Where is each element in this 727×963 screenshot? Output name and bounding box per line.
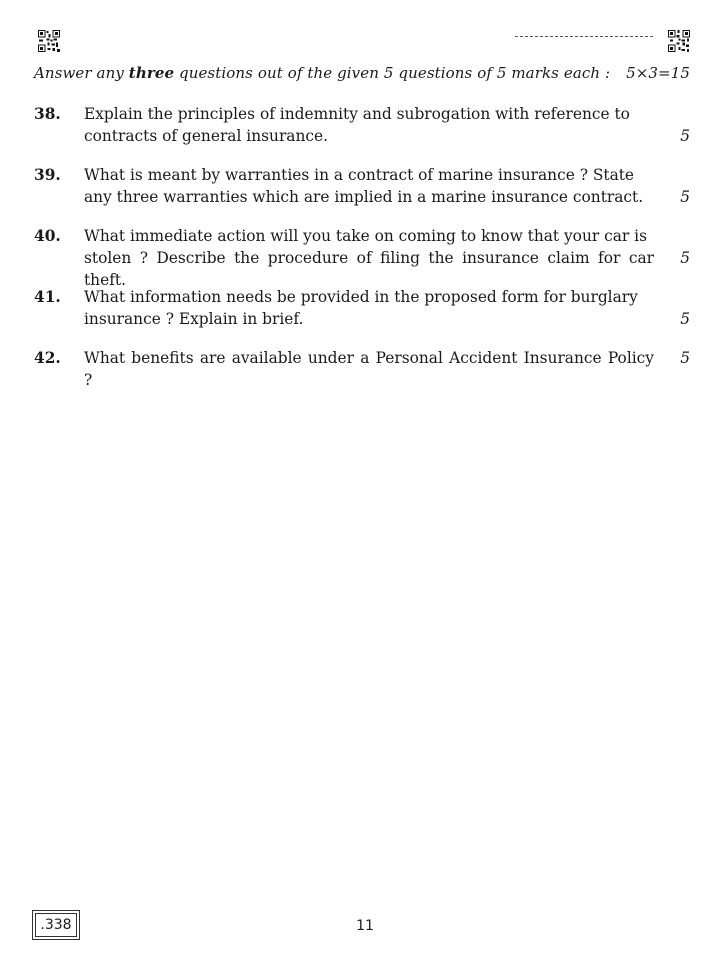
instruction-emphasis: three <box>128 64 175 82</box>
question-number: 40. <box>34 227 61 245</box>
question-text-line: Explain the principles of indemnity and subrogation with reference to <box>84 105 630 123</box>
question-number: 39. <box>34 166 61 184</box>
section-instruction <box>34 64 690 82</box>
question-text-line: insurance ? Explain in brief. <box>84 310 304 328</box>
question-marks: 5 <box>680 310 690 328</box>
question-text-line: any three warranties which are implied in a marine insurance contract. <box>84 188 644 206</box>
question-text-line: What information needs be provided in the proposed form for burglary <box>84 288 638 306</box>
paper-code-box: .338 <box>32 910 80 940</box>
qr-code-icon <box>38 30 60 52</box>
question-39 <box>34 164 690 208</box>
page-number: 11 <box>356 918 374 934</box>
question-number: 38. <box>34 105 61 123</box>
question-text-line: What benefits are available under a Personal Accident Insurance Policy ? <box>84 349 654 389</box>
question-38 <box>34 103 690 147</box>
question-text-line: stolen ? Describe the procedure of filing the insurance claim for car theft. <box>84 249 654 289</box>
qr-code-icon <box>668 30 690 52</box>
question-40 <box>34 225 690 289</box>
question-number: 42. <box>34 349 61 367</box>
question-text-line: contracts of general insurance. <box>84 127 329 145</box>
question-marks: 5 <box>680 249 690 267</box>
question-number: 41. <box>34 288 61 306</box>
question-marks: 5 <box>680 127 690 145</box>
question-42 <box>34 347 690 389</box>
question-marks: 5 <box>680 349 690 367</box>
section-total-marks: 5×3=15 <box>626 64 690 82</box>
header-rule <box>515 36 653 37</box>
question-text-line: What is meant by warranties in a contract of marine insurance ? State <box>84 166 635 184</box>
question-text-line: What immediate action will you take on coming to know that your car is <box>84 227 647 245</box>
instruction-prefix: Answer any <box>34 64 129 82</box>
instruction-suffix: questions out of the given 5 questions of 5 marks each : <box>174 64 611 82</box>
question-marks: 5 <box>680 188 690 206</box>
question-41 <box>34 286 690 330</box>
